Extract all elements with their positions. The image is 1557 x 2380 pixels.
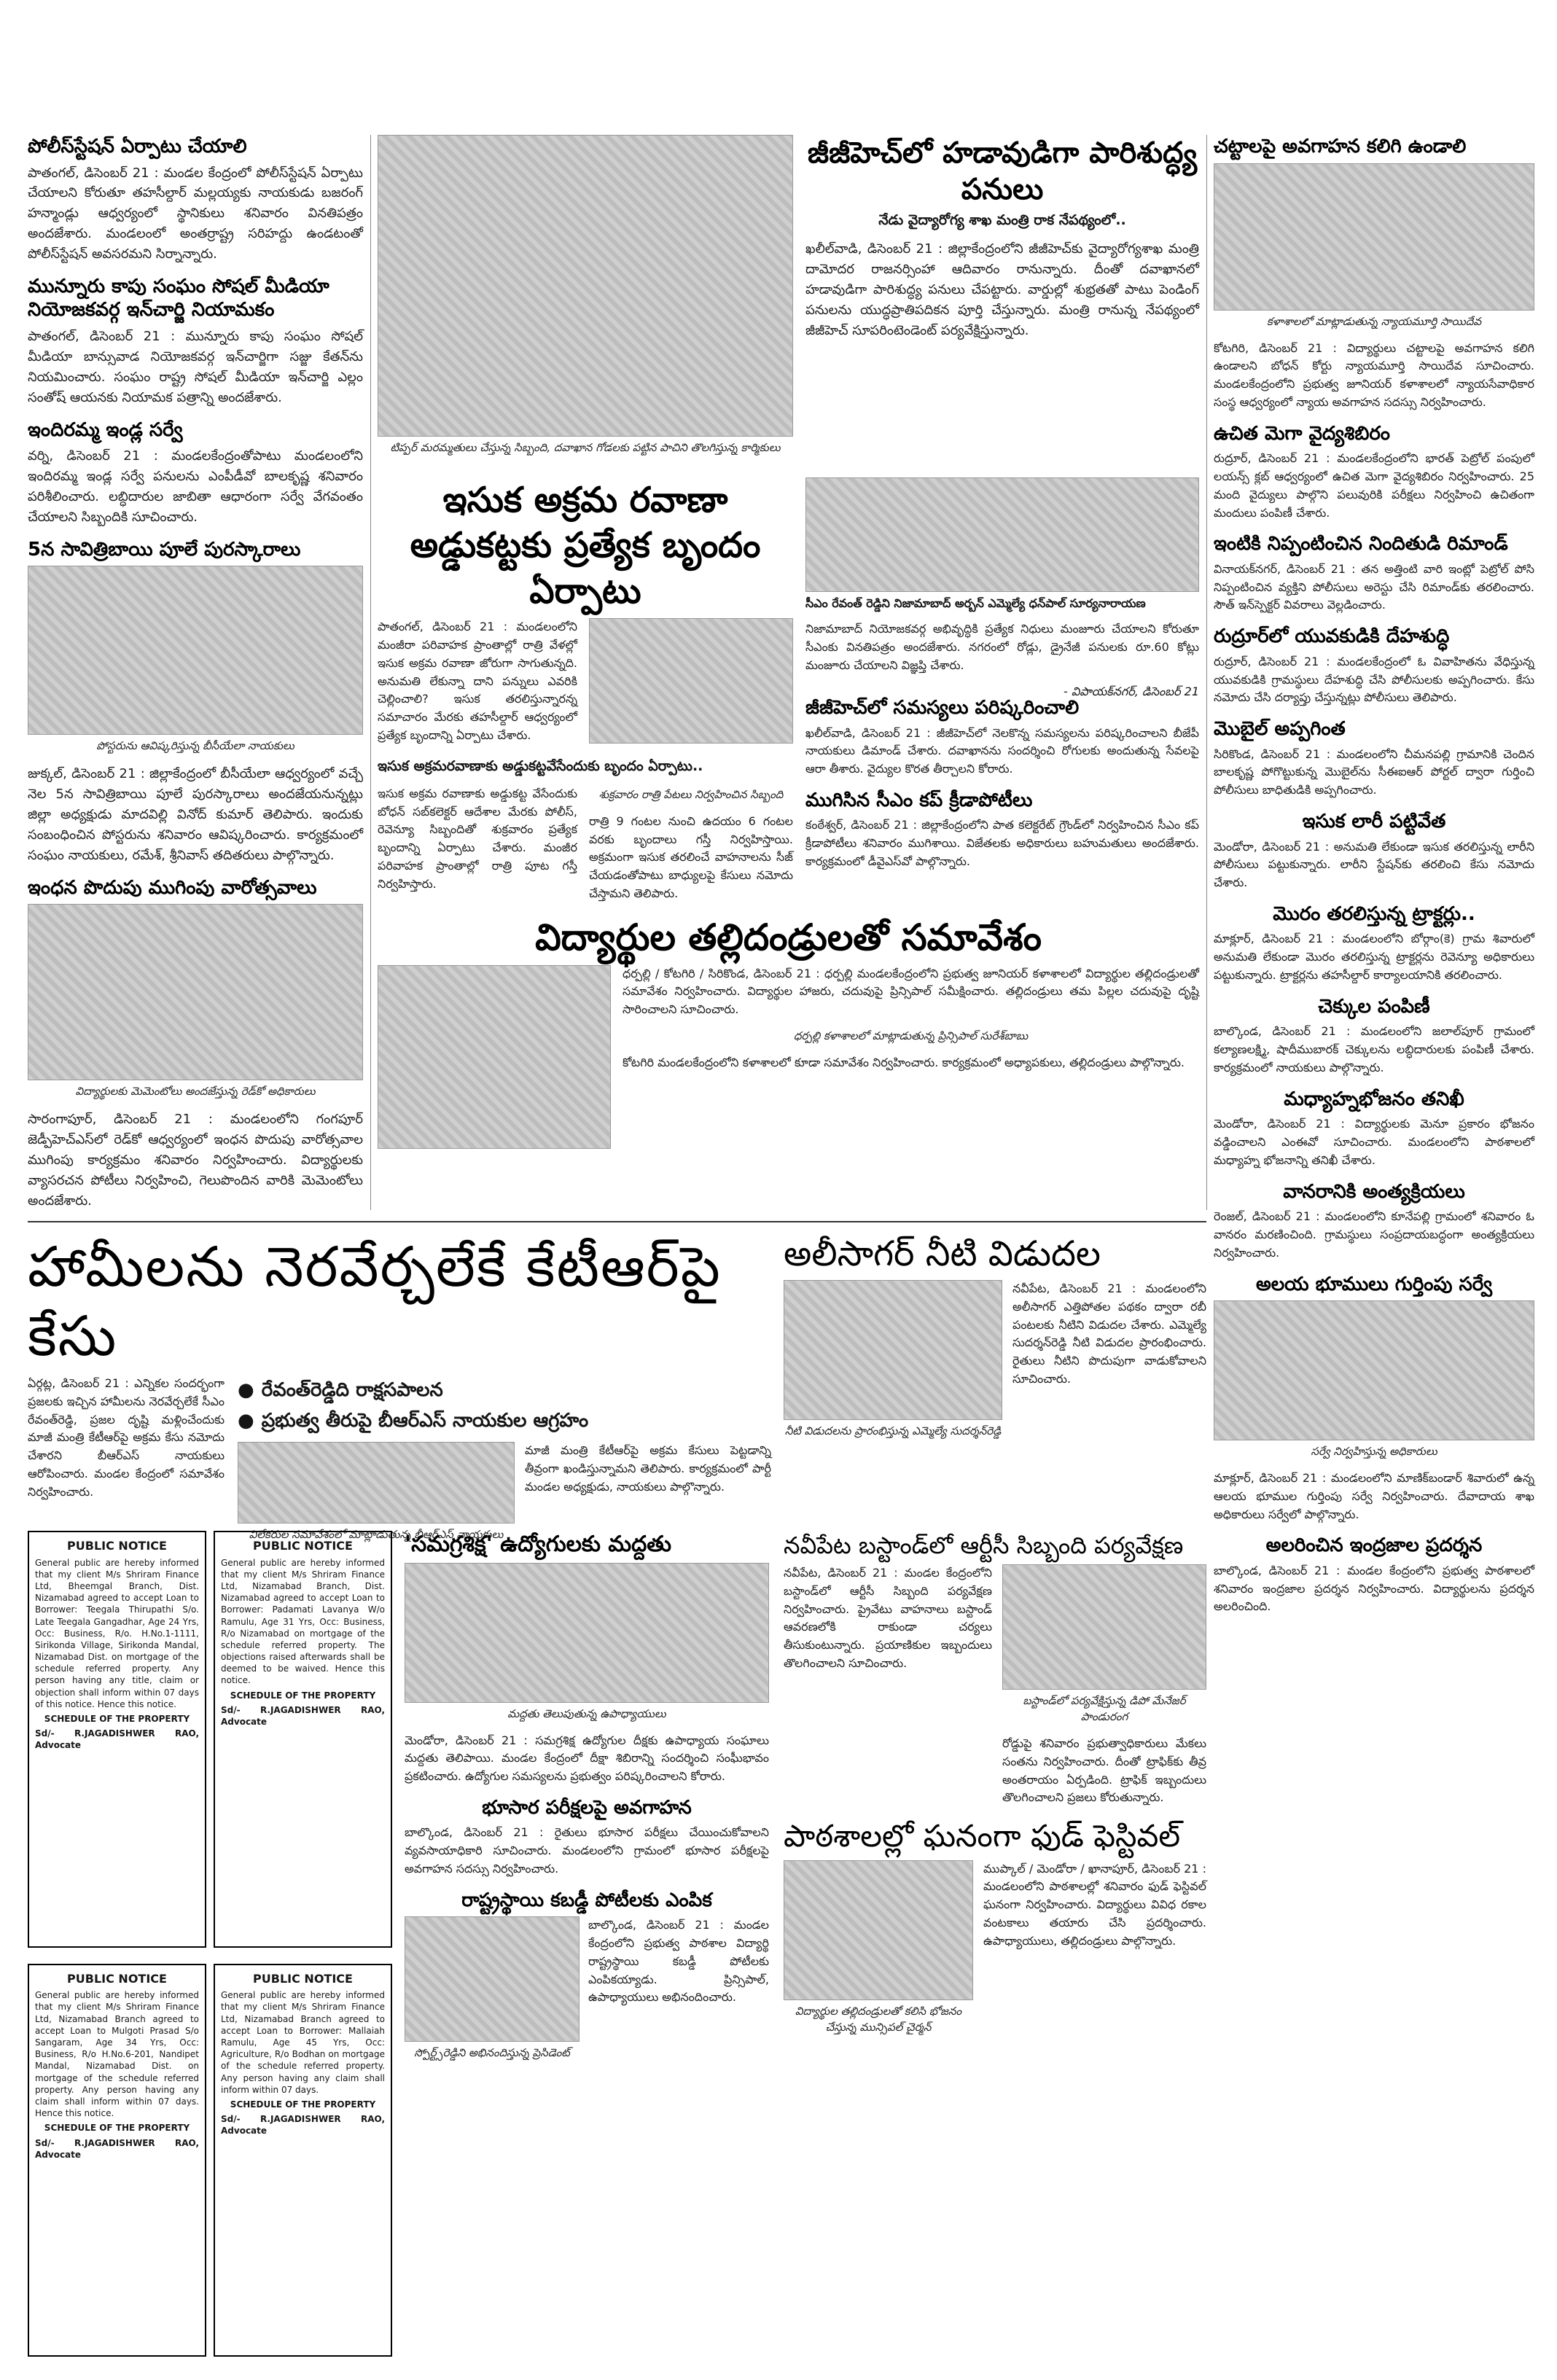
body-temple-lands: మాక్లూర్, డిసెంబర్ 21 : మండలంలోని మాణిక్‌బండార్ శివారులో ఉన్న ఆలయ భూముల గుర్తింపు సర్వే నిర్వహించారు. దేవాదాయ శాఖ అధికారులు సర్వేలో పాల్గొన్నారు. [1214, 1471, 1534, 1521]
headline-monkey-funeral: వానరానికి అంత్యక్రియలు [1283, 1180, 1465, 1203]
notice-signature: Sd/- R.JAGADISHWER RAO, Advocate [35, 2137, 199, 2160]
photo-kabaddi [405, 1916, 580, 2042]
photo-temple-survey [1214, 1300, 1534, 1440]
headline-alisagar: అలీసాగర్ నీటి విడుదల [784, 1233, 1101, 1274]
photo-rtc-inspection [1002, 1564, 1206, 1690]
notice-title: PUBLIC NOTICE [67, 1539, 167, 1553]
photo-brs-press-meet [238, 1442, 515, 1523]
photo-sand-trucks [589, 618, 793, 744]
body-samagra-shiksha: మెండోరా, డిసెంబర్ 21 : సమగ్రశిక్ష ఉద్యోగుల దీక్షకు ఉపాధ్యాయ సంఘాలు మద్దతు తెలిపాయి. మండల కేంద్రంలో దీక్షా శిబిరాన్ని సందర్శించి సంఘీభావం ప్రకటించారు. ఉద్యోగుల సమస్యలను ప్రభుత్వం పరిష్కరించాలని కోరారు. [405, 1733, 769, 1784]
headline-temple-lands: అలయ భూములు గుర్తింపు సర్వే [1255, 1273, 1493, 1295]
column-bottom-middle [405, 1531, 769, 2365]
body-alisagar: నవీపేట, డిసెంబర్ 21 : మండలంలోని అలీసాగర్ ఎత్తిపోతల పథకం ద్వారా రబీ పంటలకు నీటిని విడుదల చేశారు. ఎమ్మెల్యే సుదర్శన్‌రెడ్డి నీటి విడుదల ప్రారంభించారు. రైతులు నీటిని పొదుపుగా వాడుకోవాలని సూచించారు. [1012, 1281, 1206, 1386]
caption-sanitation-workers: టిప్పర్ మరమ్మతులు చేస్తున్న సిబ్బంది, దవాఖాన గోడలకు పట్టిన పాచిని తొలగిస్తున్న కార్మికులు [390, 441, 781, 454]
public-notice [214, 1964, 392, 2357]
article-energy-saving: సారంగాపూర్, డిసెంబర్ 21 : మండలంలోని గంగపూర్ జెడ్పీహెచ్ఎస్‌లో రెడ్‌కో ఆధ్వర్యంలో ఇంధన పొదుపు వారోత్సవాల ముగింపు కార్యక్రమం శనివారం నిర్వహించారు. విద్యార్థులకు వ్యాసరచన పోటీలు నిర్వహించి, గెలుపొందిన వారికి మెమెంటోలు అందజేశారు. [28, 1112, 363, 1209]
article-alisagar [784, 1232, 1206, 1520]
body-sand-patrol: రాత్రి 9 గంటల నుంచి ఉదయం 6 గంటల వరకు బృందాలు గస్తీ నిర్వహిస్తాయి. అక్రమంగా ఇసుక తరలించే వాహనాలను సీజ్ చేయడంతోపాటు బాధ్యులపై కేసులు నమోదు చేస్తామని తెలిపారు. [589, 814, 793, 900]
headline-arson-remand: ఇంటికి నిప్పంటించిన నిందితుడి రిమాండ్ [1214, 533, 1508, 555]
caption-brs-press-meet: విలేకరుల సమావేశంలో మాట్లాడుతున్న బీఆర్‌ఎస్ నాయకులు [249, 1528, 504, 1541]
article-savitribai: జుక్కల్, డిసెంబర్ 21 : జిల్లాకేంద్రంలో బీసీయేలా ఆధ్వర్యంలో వచ్చే నెల 5న సావిత్రిబాయి పూలే పురస్కారాలు అందజేయనున్నట్లు జిల్లా అధ్యక్షుడు మాదవిల్లి వినోద్ కుమార్ తెలిపారు. ఇందుకు సంబంధించిన పోస్టరును శనివారం ఆవిష్కరించారు. కార్యక్రమంలో సంఘం నాయకులు, రమేశ్, శ్రీనివాస్ తదితరులు పాల్గొన్నారు. [28, 766, 363, 863]
body-food-festival: ముప్కాల్ / మెండోరా / ఖానాపూర్, డిసెంబర్ 21 : మండలంలోని పాఠశాలల్లో శనివారం ఫుడ్ ఫెస్టివల్ ఘనంగా నిర్వహించారు. విద్యార్థులు వివిధ రకాల వంటకాలు తయారు చేసి ప్రదర్శించారు. ఉపాధ్యాయులు, తల్లిదండ్రులు పాల్గొన్నారు. [983, 1861, 1206, 1948]
body-cheques: బాల్కొండ, డిసెంబర్ 21 : మండలంలోని జలాల్‌పూర్ గ్రామంలో కల్యాణలక్ష్మి, షాదీముబారక్ చెక్కులను లబ్ధిదారులకు పంపిణీ చేశారు. కార్యక్రమంలో నాయకులు పాల్గొన్నారు. [1214, 1024, 1534, 1074]
headline-youth-beaten: రుద్రూర్‌లో యువకుడికి దేహశుద్ధి [1214, 625, 1450, 648]
bullet-text: రేవంత్‌రెడ్డిది రాక్షసపాలన [261, 1379, 443, 1401]
headline-sand-lorry: ఇసుక లారీ పట్టివేత [1302, 811, 1446, 833]
caption-kabaddi: స్పోర్ట్స్‌రెడ్డిని అభినందిస్తున్న ప్రెసిడెంట్ [414, 2046, 570, 2060]
notice-signature: Sd/- R.JAGADISHWER RAO, Advocate [221, 1704, 385, 1728]
photo-samagra-shiksha [405, 1563, 769, 1703]
public-notices [28, 1531, 392, 2365]
body-ktr-case-2: మాజీ మంత్రి కేటీఆర్‌పై అక్రమ కేసులు పెట్టడాన్ని తీవ్రంగా ఖండిస్తున్నామని తెలిపారు. కార్యక్రమంలో పార్టీ మండల అధ్యక్షుడు, నాయకులు పాల్గొన్నారు. [525, 1443, 771, 1494]
notice-schedule: SCHEDULE OF THE PROPERTY [230, 1690, 376, 1701]
headline-energy-saving: ఇంధన పొదుపు ముగింపు వారోత్సవాలు [28, 876, 317, 899]
body-sand-lorry: మెండోరా, డిసెంబర్ 21 : అనుమతి లేకుండా ఇసుక తరలిస్తున్న లారీని పోలీసులు పట్టుకున్నారు. లారీని స్టేషన్‌కు తరలించి కేసు నమోదు చేశారు. [1214, 839, 1534, 890]
body-youth-beaten: రుద్రూర్, డిసెంబర్ 21 : మండలకేంద్రంలో ఓ వివాహితను వేధిస్తున్న యువకుడికి గ్రామస్థులు దేహశుద్ధి చేసి పోలీసులకు అప్పగించారు. కేసు నమోదు చేసి దర్యాప్తు చేస్తున్నట్లు పోలీసులు తెలిపారు. [1214, 654, 1534, 705]
body-medical-camp: రుద్రూర్, డిసెంబర్ 21 : మండలకేంద్రంలోని భారత్ పెట్రోల్ పంపులో లయన్స్ క్లబ్ ఆధ్వర్యంలో ఉచిత మెగా వైద్యశిబిరం నిర్వహించారు. 25 మంది వైద్యులు పాల్గొని పలువురికి పరీక్షలు నిర్వహించి ఉచితంగా మందులు పంపిణీ చేశారు. [1214, 451, 1534, 520]
byline-cm-meeting: - విపాయక్‌నగర్, డిసెంబర్ 21 [1064, 684, 1199, 699]
body-mobile-handover: సిరికొండ, డిసెంబర్ 21 : మండలంలోని చీమనపల్లి గ్రామానికి చెందిన బాలకృష్ణ పోగొట్టుకున్న మొబైల్‌ను సీఈఐఆర్ పోర్టల్ ద్వారా గుర్తించి పోలీసులు బాధితుడికి అప్పగించారు. [1214, 746, 1534, 797]
bullet-point: ● ప్రభుత్వ తీరుపై బీఆర్‌ఎస్ నాయకుల ఆగ్రహం [238, 1410, 589, 1432]
column-right [1214, 135, 1534, 2365]
body-ggh-issues: ఖలీల్‌వాడి, డిసెంబర్ 21 : జీజీహెచ్‌లో నెలకొన్న సమస్యలను పరిష్కరించాలని బీజేపీ నాయకులు డిమాండ్ చేశారు. దవాఖానను సందర్శించి రోగులకు అందుతున్న సేవలపై ఆరా తీశారు. వైద్యుల కొరత తీర్చాలని కోరారు. [805, 725, 1199, 776]
body-soil-test: బాల్కొండ, డిసెంబర్ 21 : రైతులు భూసార పరీక్షలు చేయించుకోవాలని వ్యవసాయాధికారి సూచించారు. మండలంలోని గ్రామంలో భూసార పరీక్షలపై అవగాహన సదస్సు నిర్వహించారు. [405, 1825, 769, 1876]
subhead-ggh-sanitation: నేడు వైద్యారోగ్య శాఖ మంత్రి రాక నేపథ్యంలో.. [878, 212, 1126, 228]
body-sand-smuggling: పాతంగల్, డిసెంబర్ 21 : మండలంలోని మంజీరా పరివాహక ప్రాంతాల్లో రాత్రి వేళల్లో ఇసుక అక్రమ రవాణా జోరుగా సాగుతున్నది. అనుమతి లేకున్నా దాని పన్నులు ఎవరికి చెల్లించాలి? ఇసుక తరలిస్తున్నారన్న సమాచారం మేరకు తహసీల్దార్ ఆధ్వర్యంలో ప్రత్యేక బృందాన్ని ఏర్పాటు చేశారు. [378, 620, 577, 742]
photo-block-top [378, 135, 793, 470]
headline-ktr-case: హామీలను నెరవేర్చలేకే కేటీఆర్‌పై కేసు [28, 1234, 722, 1368]
public-notice [28, 1531, 206, 1948]
notice-signature: Sd/- R.JAGADISHWER RAO, Advocate [221, 2114, 385, 2137]
body-law-awareness: కోటగిరి, డిసెంబర్ 21 : విద్యార్థులు చట్టాలపై అవగాహన కలిగి ఉండాలని బోధన్ కోర్టు న్యాయమూర్తి సాయిదేవ సూచించారు. మండలకేంద్రంలోని ప్రభుత్వ జూనియర్ కళాశాలలో న్యాయసేవాధికార సంస్థ ఆధ్వర్యంలో న్యాయ అవగాహన సదస్సు నిర్వహించారు. [1214, 340, 1534, 409]
public-notice [214, 1531, 392, 1948]
caption-food-festival: విద్యార్థుల తల్లిదండ్రులతో కలిసి భోజనం చేస్తున్న మున్సిపల్ చైర్మన్ [795, 2004, 962, 2034]
article-ggh-issues [805, 696, 1199, 908]
notice-body: General public are hereby informed that my client M/s Shriram Finance Ltd, Nizamabad Branch, Dist. Nizamabad agreed to accept Loan to Borrower: Padamati Lavanya W/o Ramulu, Age 31 Yrs, Occ: Business, R/o Nizamabad on mortgage of the schedule referred property. The objections raised afterwards shall be deemed to be waived. Hence this notice. [221, 1557, 385, 1686]
headline-soil-test: భూసార పరీక్షలపై అవగాహన [482, 1796, 692, 1819]
headline-magic-show: అలరించిన ఇంద్రజాల ప్రదర్శన [1265, 1534, 1483, 1557]
notice-title: PUBLIC NOTICE [67, 1971, 167, 1986]
headline-food-festival: పాఠశాలల్లో ఘనంగా ఫుడ్ ఫెస్టివల్ [784, 1818, 1181, 1854]
caption-cm-meeting: సీఎం రేవంత్ రెడ్డిని నిజామాబాద్ అర్బన్ ఎమ్మెల్యే ధన్‌పాల్ సూర్యనారాయణ [805, 596, 1146, 610]
body-sand-team: ఇసుక అక్రమ రవాణాకు అడ్డుకట్ట వేసేందుకు బోధన్ సబ్‌కలెక్టర్ ఆదేశాల మేరకు పోలీస్, రెవెన్యూ సిబ్బందితో శుక్రవారం ప్రత్యేక బృందాన్ని ఏర్పాటు చేశారు. మంజీర పరివాహక ప్రాంతాల్లో రాత్రి పూట గస్తీ నిర్వహిస్తారు. [378, 786, 577, 891]
article-munnuru-kapu: పాతంగల్, డిసెంబర్ 21 : మున్నూరు కాపు సంఘం సోషల్ మీడియా బాన్సువాడ నియోజకవర్గ ఇన్‌చార్జిగా సజ్జు కేతన్‌ను నియమించారు. సంఘం రాష్ట్ర సోషల్ మీడియా ఇన్‌చార్జి ఎల్లం సంతోష్ ఆయనకు నియామక పత్రాన్ని అందజేశారు. [28, 328, 363, 405]
notice-body: General public are hereby informed that my client M/s Shriram Finance Ltd, Bheemgal Branch, Dist. Nizamabad agreed to accept Loan to Borrower: Teegala Thirupathi S/o. Late Teegala Gangadhar, Age 24 Yrs, Occ: Business, R/o. H.No.1-1111, Sirikonda Village, Sirikonda Mandal, Nizamabad Dist. on mortgage of the schedule referred property. Any person having any title, claim or objection shall inform within 07 days of this notice. Hence this notice. [35, 1557, 199, 1709]
column-divider [1206, 135, 1207, 1210]
body-monkey-funeral: రెంజల్, డిసెంబర్ 21 : మండలంలోని కూనేపల్లి గ్రామంలో శనివారం ఓ వానరం మరణించింది. గ్రామస్థులు సంప్రదాయబద్ధంగా అంత్యక్రియలు నిర్వహించారు. [1214, 1209, 1534, 1260]
body-rtc-inspection: నవీపేట, డిసెంబర్ 21 : మండల కేంద్రంలోని బస్టాండ్‌లో ఆర్టీసీ సిబ్బంది పర్యవేక్షణ నిర్వహించారు. ప్రైవేటు వాహనాలు బస్టాండ్ ఆవరణలోకి రాకుండా చర్యలు తీసుకుంటున్నారు. ప్రయాణికుల ఇబ్బందులు తొలగించాలని సూచించారు. [784, 1566, 992, 1670]
notice-title: PUBLIC NOTICE [253, 1539, 353, 1553]
body-cm-meeting: నిజామాబాద్ నియోజకవర్గ అభివృద్ధికి ప్రత్యేక నిధులు మంజూరు చేయాలని కోరుతూ సీఎంకు వినతిపత్రం అందజేశారు. నగరంలో రోడ్లు, డ్రైనేజీ పనులకు రూ.60 కోట్లు మంజూరు చేయాలని విజ్ఞప్తి చేశారు. [805, 622, 1199, 672]
body-parents-meeting-2: కోటగిరి మండలకేంద్రంలోని కళాశాలలో కూడా సమావేశం నిర్వహించారు. కార్యక్రమంలో అధ్యాపకులు, తల్లిదండ్రులు పాల్గొన్నారు. [623, 1055, 1185, 1069]
photo-alisagar [784, 1280, 1002, 1420]
caption-poster-release: పోస్టరును ఆవిష్కరిస్తున్న బీసీయేలా నాయకులు [96, 739, 294, 753]
body-rtc-traffic: రోడ్డుపై శనివారం ప్రభుత్వాధికారులు మేకలు సంతను నిర్వహించారు. దీంతో ట్రాఫిక్‌కు తీవ్ర అంతరాయం ఏర్పడింది. ట్రాఫిక్ ఇబ్బందులు తొలగించాలని ప్రజలు కోరుతున్నారు. [1002, 1736, 1206, 1805]
headline-samagra-shiksha: 'సమగ్రశిక్ష' ఉద్యోగులకు మద్దతు [405, 1532, 672, 1557]
section-divider [28, 1221, 1206, 1222]
body-ktr-case: ఏర్గట్ల, డిసెంబర్ 21 : ఎన్నికల సందర్భంగా ప్రజలకు ఇచ్చిన హామీలను నెరవేర్చలేకే సీఎం రేవంత్‌రెడ్డి, ప్రజల దృష్టి మళ్లించేందుకు మాజీ మంత్రి కేటీఆర్‌పై అక్రమ కేసు నమోదు చేశారని బీఆర్‌ఎస్ నాయకులు ఆరోపించారు. మండల కేంద్రంలో సమావేశం నిర్వహించారు. [28, 1376, 225, 1499]
notice-title: PUBLIC NOTICE [253, 1971, 353, 1986]
headline-kabaddi: రాష్ట్రస్థాయి కబడ్డీ పోటీలకు ఎంపిక [461, 1889, 712, 1911]
column-divider [370, 135, 371, 1210]
headline-midday-meal: మధ్యాహ్నభోజనం తనిఖీ [1284, 1088, 1464, 1110]
caption-sand-patrol: శుక్రవారం రాత్రి పేటలు నిర్వహించిన సిబ్బంది [598, 787, 784, 801]
public-notice [28, 1964, 206, 2357]
headline-parents-meeting: విద్యార్థుల తల్లిదండ్రులతో సమావేశం [535, 916, 1042, 959]
headline-rtc-inspection: నవీపేట బస్టాండ్‌లో ఆర్టీసీ సిబ్బంది పర్యవేక్షణ [784, 1532, 1184, 1559]
headline-mobile-handover: మొబైల్ అప్పగింత [1214, 718, 1346, 741]
headline-tractors: మొరం తరలిస్తున్న ట్రాక్టర్లు.. [1273, 902, 1475, 925]
body-tractors: మాక్లూర్, డిసెంబర్ 21 : మండలంలోని బోర్గాం(కె) గ్రామ శివారులో అనుమతి లేకుండా మొరం తరలిస్తున్న ట్రాక్టర్లను రెవెన్యూ అధికారులు పట్టుకున్నారు. ట్రాక్టర్లను తహసీల్దార్ కార్యాలయానికి తరలించారు. [1214, 932, 1534, 983]
headline-police-station: పోలీస్‌స్టేషన్ ఏర్పాటు చేయాలి [28, 136, 247, 157]
caption-rtc-inspection: బస్టాండ్‌లో పర్యవేక్షిస్తున్న డిపో మేనేజర్ పాండురంగ [1023, 1694, 1186, 1723]
headline-sand-smuggling: ఇసుక అక్రమ రవాణా అడ్డుకట్టకు ప్రత్యేక బృందం ఏర్పాటు [410, 480, 761, 612]
caption-energy-saving: విద్యార్థులకు మెమెంటోలు అందజేస్తున్న రెడ్‌కో అధికారులు [75, 1085, 316, 1099]
headline-indiramma: ఇందిరమ్మ ఇండ్ల సర్వే [28, 418, 183, 441]
photo-law-awareness [1214, 163, 1534, 311]
column-left [28, 135, 363, 1210]
article-police-station: పాతంగల్, డిసెంబర్ 21 : మండల కేంద్రంలో పోలీస్‌స్టేషన్ ఏర్పాటు చేయాలని కోరుతూ తహసీల్దార్ మల్లయ్యకు నాయకుడు బజరంగ్ హన్మాండ్లు ఆధ్వర్యంలో స్థానికులు శనివారం వినతిపత్రం అందజేశారు. మండలంలో అంతర్రాష్ట్ర సరిహద్దు ఉండటంతో పోలీస్‌స్టేషన్ అవసరమని సిర్నాన్నారు. [28, 165, 363, 262]
notice-body: General public are hereby informed that my client M/s Shriram Finance Ltd, Nizamabad Branch agreed to accept Loan to Mulgoti Prasad S/o Sangaram, Age 34 Yrs, Occ: Business, R/o H.No.6-201, Nandipet Mandal, Nizamabad Dist. on mortgage of the schedule referred property. Any person having any claim shall inform within 07 days. Hence this notice. [35, 1990, 199, 2119]
photo-sanitation-workers [378, 135, 793, 437]
headline-cm-cup: ముగిసిన సీఎం కప్ క్రీడాపోటీలు [805, 789, 1033, 811]
notice-schedule: SCHEDULE OF THE PROPERTY [230, 2099, 376, 2110]
photo-food-festival [784, 1860, 973, 2000]
photo-parents-meeting [378, 965, 611, 1149]
headline-munnuru-kapu: మున్నూరు కాపు సంఘం సోషల్ మీడియా నియోజకవర్గ ఇన్‌చార్జి నియామకం [28, 275, 329, 321]
notice-signature: Sd/- R.JAGADISHWER RAO, Advocate [35, 1728, 199, 1751]
article-sand-smuggling [378, 477, 793, 908]
headline-ggh-issues: జీజీహెచ్‌లో సమస్యలు పరిష్కరించాలి [805, 697, 1080, 719]
photo-poster-release [28, 566, 363, 735]
body-magic-show: బాల్కొండ, డిసెంబర్ 21 : మండల కేంద్రంలోని ప్రభుత్వ పాఠశాలలో శనివారం ఇంద్రజాల ప్రదర్శన నిర్వహించారు. విద్యార్థులను ప్రదర్శన అలరించింది. [1214, 1563, 1534, 1614]
headline-medical-camp: ఉచిత మెగా వైద్యశిబిరం [1214, 422, 1390, 445]
bullet-text: ప్రభుత్వ తీరుపై బీఆర్‌ఎస్ నాయకుల ఆగ్రహం [261, 1410, 589, 1432]
subhead-sand-team: ఇసుక అక్రమరవాణాకు అడ్డుకట్టవేసేందుకు బృందం ఏర్పాటు.. [378, 757, 703, 774]
caption-temple-survey: సర్వే నిర్వహిస్తున్న అధికారులు [1311, 1445, 1437, 1458]
headline-savitribai: 5న సావిత్రిబాయి పూలే పురస్కారాలు [28, 538, 301, 561]
column-bottom-right [784, 1531, 1206, 2365]
article-indiramma: వర్ని, డిసెంబర్ 21 : మండలకేంద్రంతోపాటు మండలంలోని ఇందిరమ్మ ఇండ్ల సర్వే పనులను ఎంపీడీవో బాలకృష్ణ శనివారం పరిశీలించారు. లబ్ధిదారుల జాబితా ఆధారంగా సర్వే వేగవంతం చేయాలని సిబ్బందికి సూచించారు. [28, 448, 363, 525]
body-arson-remand: వినాయక్‌నగర్, డిసెంబర్ 21 : తన అత్తింటి వారి ఇంట్లో పెట్రోల్ పోసి నిప్పంటించిన వ్యక్తిని పోలీసులు అరెస్టు చేసి రిమాండ్‌కు తరలించారు. సౌత్ ఇన్‌స్పెక్టర్ వివరాలు వెల్లడించారు. [1214, 561, 1534, 612]
article-cm-meeting [805, 477, 1199, 699]
caption-law-awareness: కళాశాలలో మాట్లాడుతున్న న్యాయమూర్తి సాయిదేవ [1266, 314, 1482, 328]
notice-body: General public are hereby informed that my client M/s Shriram Finance Ltd, Nizamabad Branch agreed to accept Loan to Borrower: Mallaiah Ramulu, Age 45 Yrs, Occ: Agriculture, R/o Bodhan on mortgage of the schedule referred property. Any person having any claim shall inform within 07 days. [221, 1990, 385, 2095]
headline-ggh-sanitation: జీజీహెచ్‌లో హడావుడిగా పారిశుద్ధ్య పనులు [807, 136, 1198, 206]
article-ggh-sanitation [805, 135, 1199, 470]
caption-alisagar: నీటి విడుదలను ప్రారంభిస్తున్న ఎమ్మెల్యే సుదర్శన్‌రెడ్డి [784, 1424, 1002, 1437]
body-parents-meeting: ధర్పల్లి / కోటగిరి / సిరికొండ, డిసెంబర్ 21 : ధర్పల్లి మండలకేంద్రంలోని ప్రభుత్వ జూనియర్ కళాశాలలో విద్యార్థుల తల్లిదండ్రులతో సమావేశం నిర్వహించారు. విద్యార్థుల హాజరు, చదువుపై ప్రిన్సిపాల్ సమీక్షించారు. తల్లిదండ్రులు తమ పిల్లల చదువుపై దృష్టి సారించాలని సూచించారు. [623, 966, 1199, 1017]
body-midday-meal: మెండోరా, డిసెంబర్ 21 : విద్యార్థులకు మెనూ ప్రకారం భోజనం వడ్డించాలని ఎంఈవో సూచించారు. మండలంలోని పాఠశాలలో మధ్యాహ్న భోజనాన్ని తనిఖీ చేశారు. [1214, 1117, 1534, 1167]
bullet-point: ● రేవంత్‌రెడ్డిది రాక్షసపాలన [238, 1379, 443, 1401]
body-ggh-sanitation: ఖలీల్‌వాడి, డిసెంబర్ 21 : జిల్లాకేంద్రంలోని జీజీహెచ్‌కు వైద్యారోగ్యశాఖ మంత్రి దామోదర రాజనర్సింహా ఆదివారం రానున్నారు. దీంతో దవాఖానలో హడావుడిగా పారిశుద్ధ్య పనులు చేపట్టారు. వార్డుల్లో శుభ్రతతో పాటు పెండింగ్ పనులను యుద్ధప్రాతిపదికన పూర్తి చేస్తున్నారు. మంత్రి రానున్న నేపథ్యంలో జీజీహెచ్ సూపరింటెండెంట్ పర్యవేక్షిస్తున్నారు. [805, 241, 1199, 338]
notice-schedule: SCHEDULE OF THE PROPERTY [44, 1714, 190, 1725]
body-cm-cup: కంఠేశ్వర్, డిసెంబర్ 21 : జిల్లాకేంద్రంలోని పాత కలెక్టరేట్ గ్రౌండ్‌లో నిర్వహించిన సీఎం కప్ క్రీడాపోటీలు శనివారం ముగిశాయి. విజేతలకు అధికారులు బహుమతులు అందజేశారు. కార్యక్రమంలో డీవైఎస్‌వో పాల్గొన్నారు. [805, 818, 1199, 868]
article-ktr-case [28, 1232, 771, 1541]
article-parents-meeting [378, 915, 1199, 1210]
photo-cm-meeting [805, 477, 1199, 592]
headline-cheques: చెక్కుల పంపిణీ [1318, 995, 1430, 1018]
body-kabaddi: బాల్కొండ, డిసెంబర్ 21 : మండల కేంద్రంలోని ప్రభుత్వ పాఠశాల విద్యార్థి రాష్ట్రస్థాయి కబడ్డీ పోటీలకు ఎంపికయ్యాడు. ప్రిన్సిపాల్, ఉపాధ్యాయులు అభినందించారు. [588, 1918, 769, 2005]
photo-energy-saving [28, 904, 363, 1080]
caption-parents-meeting: ధర్పల్లి కళాశాలలో మాట్లాడుతున్న ప్రిన్సిపాల్ సురేశ్‌బాబు [793, 1029, 1029, 1042]
notice-schedule: SCHEDULE OF THE PROPERTY [44, 2123, 190, 2134]
caption-samagra-shiksha: మద్దతు తెలుపుతున్న ఉపాధ్యాయులు [507, 1706, 666, 1720]
headline-law-awareness: చట్టాలపై అవగాహన కలిగి ఉండాలి [1214, 136, 1467, 157]
